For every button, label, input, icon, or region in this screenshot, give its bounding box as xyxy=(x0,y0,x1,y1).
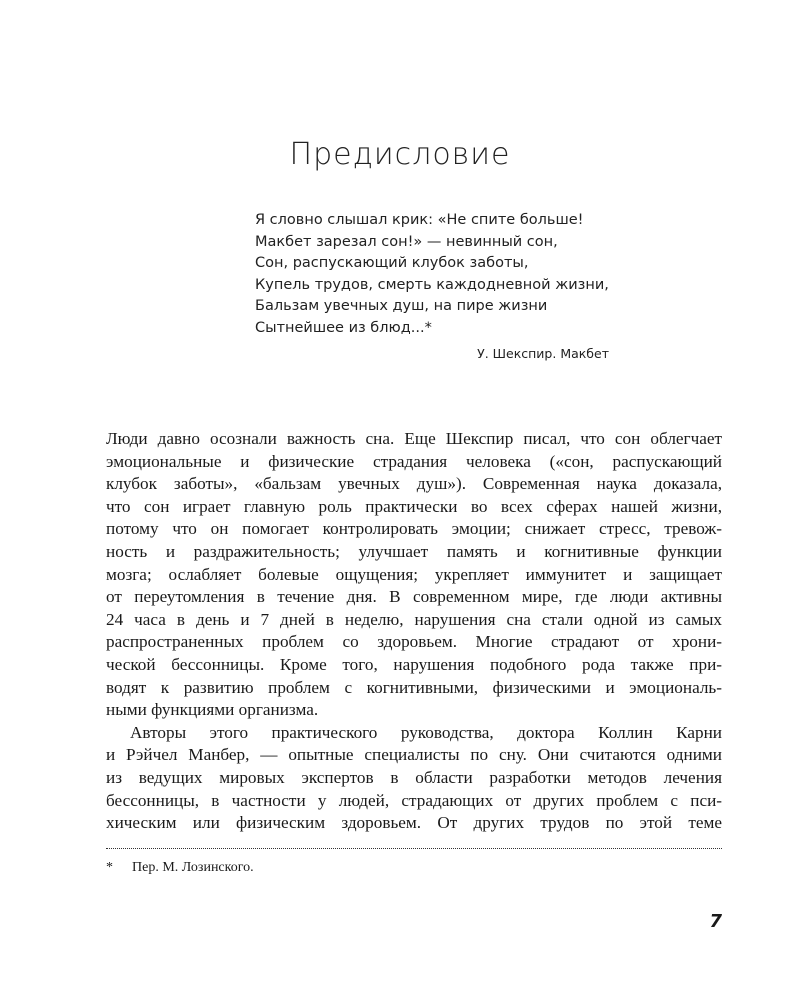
body-line: водят к развитию проблем с когнитивными, физическими и эмоциональ- xyxy=(106,677,722,697)
epigraph xyxy=(255,210,635,339)
epigraph-line: Я словно слышал крик: «Не спите больше! xyxy=(255,212,584,228)
epigraph-line: Сытнейшее из блюд...* xyxy=(255,319,432,336)
body-line: что сон играет главную роль практически во всех сферах нашей жизни, xyxy=(106,496,722,516)
body-line: от переутомления в течение дня. В современном мире, где люди активны xyxy=(106,587,722,607)
body-line: бессонницы, в частности у людей, страдающих от других проблем с пси- xyxy=(106,790,722,810)
body-line: 24 часа в день и 7 дней в неделю, нарушения сна стали одной из самых xyxy=(106,609,722,629)
body-line: из ведущих мировых экспертов в области разработки методов лечения xyxy=(106,767,722,787)
body-line: распространенных проблем со здоровьем. Многие страдают от хрони- xyxy=(106,632,722,652)
epigraph-line: Макбет зарезал сон!» — невинный сон, xyxy=(255,233,558,250)
page-title: Предисловие xyxy=(289,137,511,172)
body-line: потому что он помогает контролировать эмоции; снижает стресс, тревож- xyxy=(106,519,722,539)
footnote-divider xyxy=(106,848,722,849)
body-line: мозга; ослабляет болевые ощущения; укрепляет иммунитет и защищает xyxy=(106,564,722,584)
body-line: эмоциональные и физические страдания человека («сон, распускающий xyxy=(106,451,722,471)
body-line: клубок заботы», «бальзам увечных душ»). Современная наука доказала, xyxy=(106,474,722,494)
page-number: 7 xyxy=(709,911,722,932)
body-line: Люди давно осознали важность сна. Еще Шекспир писал, что сон облегчает xyxy=(106,429,722,448)
epigraph-line: Сон, распускающий клубок заботы, xyxy=(255,255,529,271)
epigraph-attribution: У. Шекспир. Макбет xyxy=(477,346,609,361)
epigraph-line: Купель трудов, смерть каждодневной жизни, xyxy=(255,276,609,293)
body-line: и Рэйчел Манбер, — опытные специалисты по сну. Они считаются одними xyxy=(106,745,722,765)
body-line: Авторы этого практического руководства, доктора Коллин Карни xyxy=(130,722,722,742)
body-line: ными функциями организма. xyxy=(106,700,319,720)
body-line: ческой бессонницы. Кроме того, нарушения подобного рода также при- xyxy=(106,654,722,674)
body-text xyxy=(106,428,722,835)
body-line: ность и раздражительность; улучшает память и когнитивные функции xyxy=(106,541,722,561)
footnote-text: Пер. М. Лозинского. xyxy=(132,860,254,875)
footnote-marker: * xyxy=(106,860,113,875)
footnote xyxy=(106,860,254,876)
body-line: хическим или физическим здоровьем. От других трудов по этой теме xyxy=(106,813,722,833)
epigraph-line: Бальзам увечных душ, на пире жизни xyxy=(255,298,548,314)
